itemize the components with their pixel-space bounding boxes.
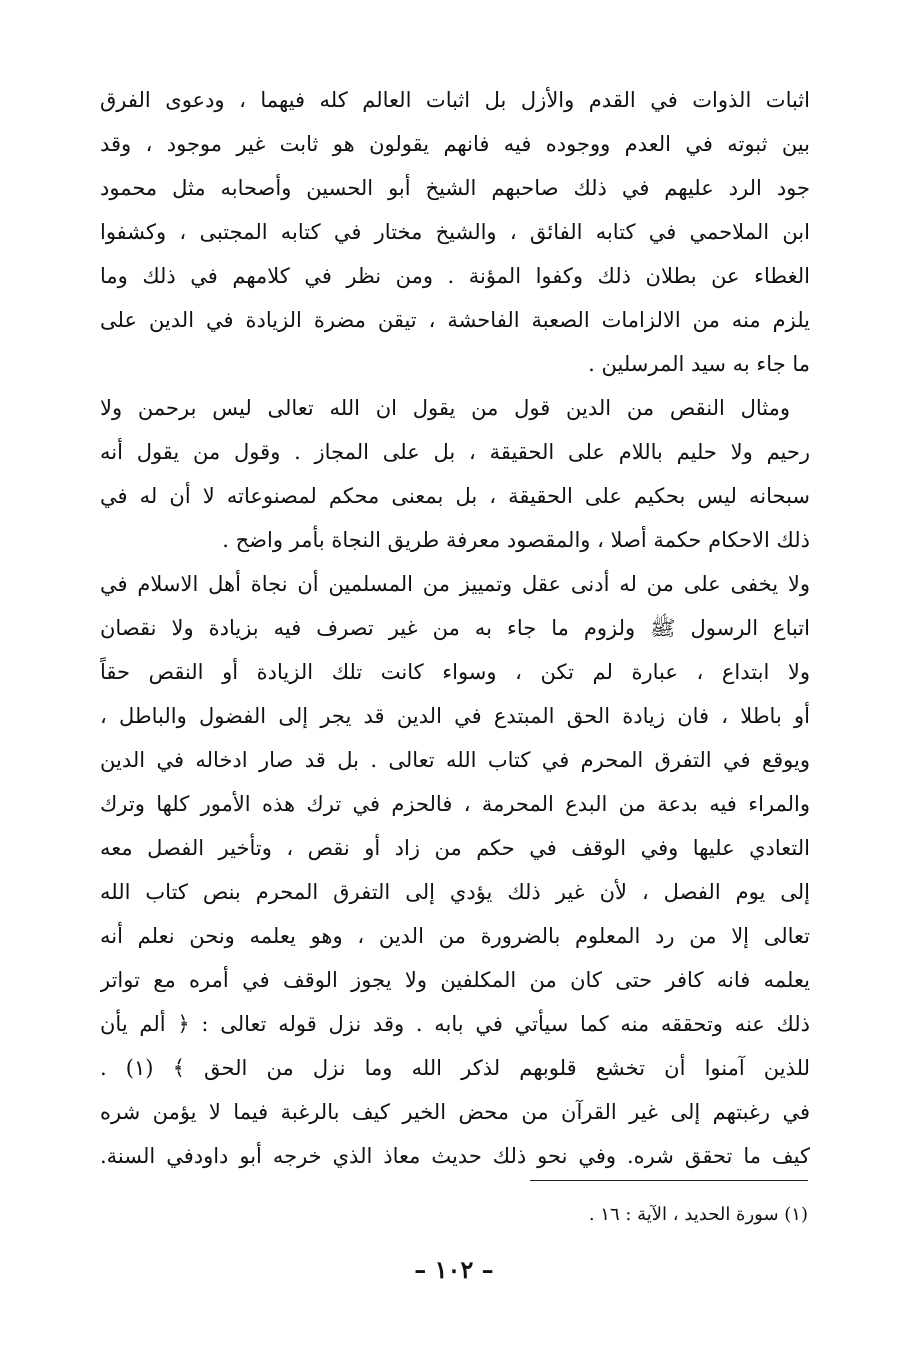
- text-line: للذين آمنوا أن تخشع قلوبهم لذكر الله وما نزل من الحق ﴾ (١) .: [100, 1056, 810, 1080]
- text-line: ما جاء به سيد المرسلين .: [588, 352, 810, 376]
- text-line: بين ثبوته في العدم ووجوده فيه فانهم يقولون هو ثابت غير موجود ، وقد: [100, 132, 810, 156]
- text-line: ذلك الاحكام حكمة أصلا ، والمقصود معرفة طريق النجاة بأمر واضح .: [222, 528, 810, 552]
- text-line: يعلمه فانه كافر حتى كان من المكلفين ولا يجوز الوقف في أمره مع تواتر: [100, 968, 810, 992]
- text-line: ابن الملاحمي في كتابه الفائق ، والشيخ مختار في كتابه المجتبى ، وكشفوا: [100, 220, 810, 244]
- text-line: سبحانه ليس بحكيم على الحقيقة ، بل بمعنى محكم لمصنوعاته لا أن له في: [100, 484, 810, 508]
- paragraph-1: [100, 78, 810, 386]
- text-line: ومثال النقص من الدين قول من يقول ان الله تعالى ليس برحمن ولا: [100, 396, 790, 420]
- text-line: تعالى إلا من رد المعلوم بالضرورة من الدين ، وهو يعلمه ونحن نعلم أنه: [100, 924, 810, 948]
- text-line: يلزم منه من الالزامات الصعبة الفاحشة ، تيقن مضرة الزيادة في الدين على: [100, 308, 810, 332]
- paragraph-2: [100, 386, 810, 1178]
- text-line: والمراء فيه بدعة من البدع المحرمة ، فالحزم في ترك هذه الأمور كلها وترك: [100, 792, 810, 816]
- text-line: إلى يوم الفصل ، لأن غير ذلك يؤدي إلى التفرق المحرم بنص كتاب الله: [100, 880, 810, 904]
- text-line: ذلك عنه وتحققه منه كما سيأتي في بابه . وقد نزل قوله تعالى : ﴿ ألم يأن: [100, 1012, 810, 1036]
- text-line: رحيم ولا حليم باللام على الحقيقة ، بل على المجاز . وقول من يقول أنه: [100, 440, 810, 464]
- footnote-divider: [530, 1180, 808, 1181]
- text-line: ولا يخفى على من له أدنى عقل وتمييز من المسلمين أن نجاة أهل الاسلام في: [100, 572, 810, 596]
- text-line: اثبات الذوات في القدم والأزل بل اثبات العالم كله فيهما ، ودعوى الفرق: [100, 88, 810, 112]
- text-line: كيف ما تحقق شره. وفي نحو ذلك حديث معاذ الذي خرجه أبو داودفي السنة.: [100, 1144, 810, 1168]
- text-line: التعادي عليها وفي الوقف في حكم من زاد أو نقص ، وتأخير الفصل معه: [100, 836, 810, 860]
- text-line: ويوقع في التفرق المحرم في كتاب الله تعالى . بل قد صار ادخاله في الدين: [100, 748, 810, 772]
- page-number: – ١٠٢ –: [414, 1255, 494, 1284]
- text-line: جود الرد عليهم في ذلك صاحبهم الشيخ أبو الحسين وأصحابه مثل محمود: [100, 176, 810, 200]
- text-line: ولا ابتداع ، عبارة لم تكن ، وسواء كانت تلك الزيادة أو النقص حقاً: [100, 660, 810, 684]
- text-line: اتباع الرسول ﷺ ولزوم ما جاء به من غير تصرف فيه بزيادة ولا نقصان: [100, 616, 810, 640]
- text-line: الغطاء عن بطلان ذلك وكفوا المؤنة . ومن نظر في كلامهم في ذلك وما: [100, 264, 810, 288]
- footnote: (١) سورة الحديد ، الآية : ١٦ .: [588, 1204, 808, 1225]
- text-line: في رغبتهم إلى غير القرآن من محض الخير كيف بالرغبة فيما لا يؤمن شره: [100, 1100, 810, 1124]
- text-line: أو باطلا ، فان زيادة الحق المبتدع في الدين قد يجر إلى الفضول والباطل ،: [100, 704, 810, 728]
